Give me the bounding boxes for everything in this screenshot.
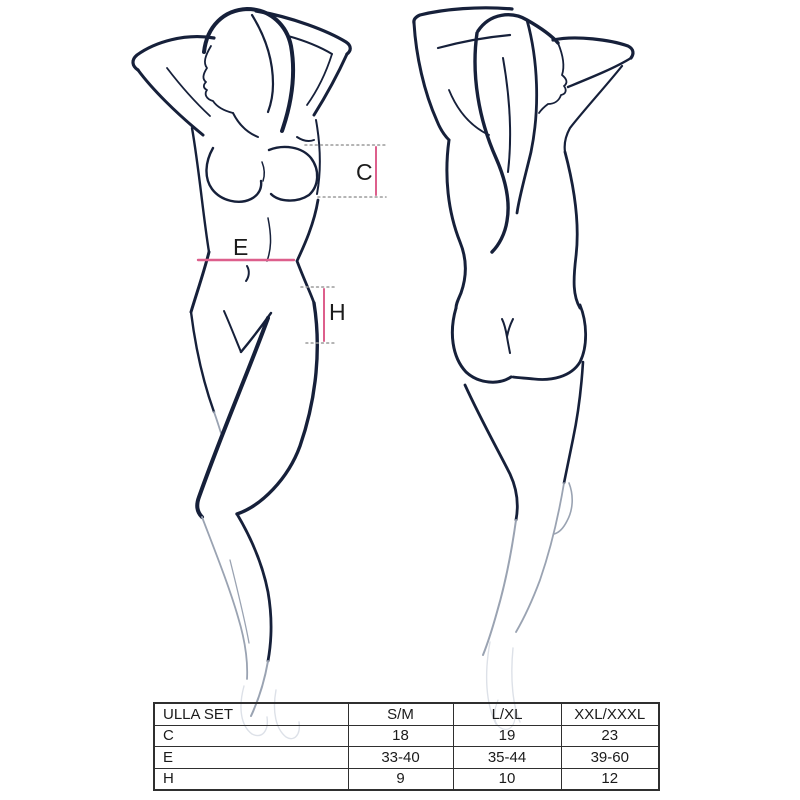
table-cell: 33-40	[348, 747, 453, 769]
size-table	[153, 702, 660, 791]
table-row-h	[154, 768, 659, 790]
back-figure	[414, 8, 633, 729]
waist-measure-label: E	[233, 234, 249, 260]
table-cell: 19	[453, 725, 561, 747]
table-row-c	[154, 725, 659, 747]
row-label: E	[154, 747, 348, 769]
table-header-size-sm: S/M	[348, 703, 453, 725]
row-label: H	[154, 768, 348, 790]
table-cell: 10	[453, 768, 561, 790]
table-cell: 35-44	[453, 747, 561, 769]
row-label: C	[154, 725, 348, 747]
front-figure	[133, 9, 350, 739]
hip-measure-label: H	[329, 299, 346, 325]
table-header-row	[154, 703, 659, 725]
table-cell: 9	[348, 768, 453, 790]
table-cell: 39-60	[561, 747, 659, 769]
table-header-product: ULLA SET	[154, 703, 348, 725]
table-header-size-lxl: L/XL	[453, 703, 561, 725]
table-header-size-xxl: XXL/XXXL	[561, 703, 659, 725]
table-cell: 12	[561, 768, 659, 790]
table-row-e	[154, 747, 659, 769]
bust-measure-label: C	[356, 159, 373, 185]
table-cell: 18	[348, 725, 453, 747]
table-cell: 23	[561, 725, 659, 747]
